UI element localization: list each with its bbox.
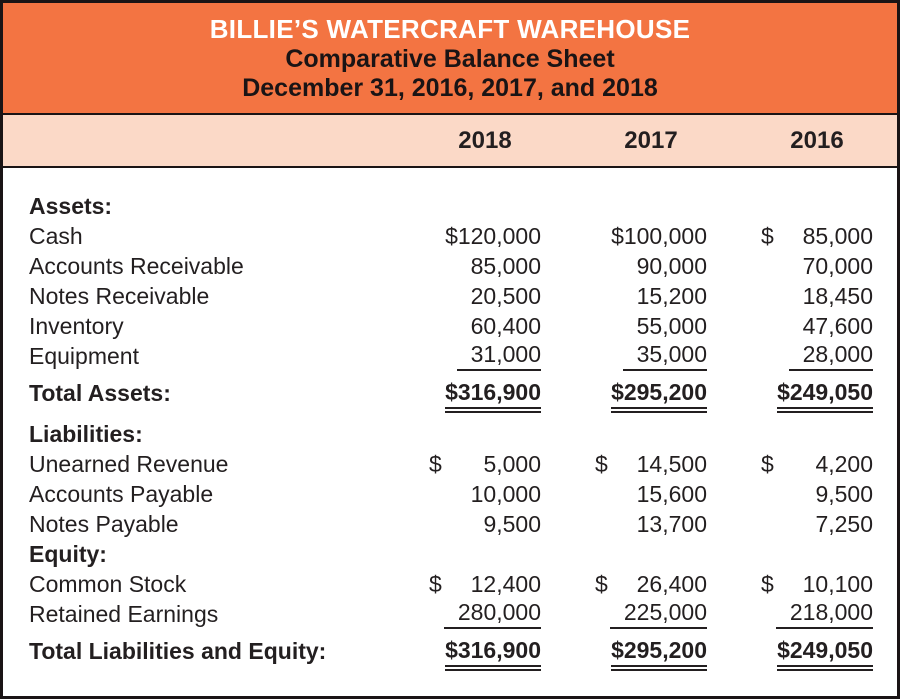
row-label: Accounts Receivable: [29, 252, 244, 279]
amount-value: $316,900: [445, 637, 541, 667]
row-label: Liabilities:: [29, 420, 143, 447]
amount-value: $249,050: [777, 637, 873, 667]
table-row: [3, 311, 897, 341]
amount-cell-2016: [761, 481, 873, 508]
amount-value: 26,400: [636, 570, 707, 597]
amount-value: 9,500: [815, 480, 873, 507]
row-label: Unearned Revenue: [29, 450, 229, 477]
row-label: Assets:: [29, 192, 113, 219]
amount-value: 14,500: [636, 450, 707, 477]
report-date-range: December 31, 2016, 2017, and 2018: [242, 74, 658, 102]
year-column-2018: 2018: [458, 126, 512, 154]
dollar-sign: $: [595, 570, 608, 597]
table-row: [3, 509, 897, 539]
row-label: Notes Payable: [29, 510, 179, 537]
amount-cell-2018: [429, 637, 541, 667]
amount-value: 218,000: [776, 599, 873, 629]
table-row: [3, 376, 897, 411]
amount-cell-2018: [429, 379, 541, 409]
amount-cell-2017: [595, 511, 707, 538]
amount-value: 31,000: [457, 341, 541, 371]
row-label: Cash: [29, 222, 83, 249]
amount-cell-2016: [761, 599, 873, 629]
amount-cell-2018: [429, 283, 541, 310]
year-column-2017: 2017: [624, 126, 678, 154]
amount-value: 55,000: [636, 312, 707, 339]
amount-cell-2017: [595, 313, 707, 340]
dollar-sign: $: [595, 450, 608, 477]
amount-value: $316,900: [445, 379, 541, 409]
row-label: Total Liabilities and Equity:: [29, 638, 327, 664]
amount-value: 7,250: [815, 510, 873, 537]
amount-cell-2016: [761, 637, 873, 667]
amount-value: 225,000: [610, 599, 707, 629]
amount-cell-2018: [429, 451, 541, 478]
amount-cell-2017: [595, 223, 707, 250]
company-name: BILLIE’S WATERCRAFT WAREHOUSE: [209, 14, 691, 44]
amount-cell-2018: [429, 599, 541, 629]
amount-value: 47,600: [802, 312, 873, 339]
dollar-sign: $: [761, 570, 774, 597]
row-label: Equity:: [29, 540, 107, 567]
table-row: [3, 569, 897, 599]
table-row: [3, 634, 897, 669]
amount-cell-2018: [429, 253, 541, 280]
row-label: Common Stock: [29, 570, 187, 597]
amount-value: 13,700: [636, 510, 707, 537]
amount-cell-2017: [595, 571, 707, 598]
amount-cell-2018: [429, 481, 541, 508]
table-row: [3, 191, 897, 221]
amount-value: 18,450: [802, 282, 873, 309]
amount-cell-2016: [761, 341, 873, 371]
amount-cell-2016: [761, 253, 873, 280]
amount-value: 10,000: [470, 480, 541, 507]
table-row: [3, 221, 897, 251]
amount-cell-2017: [595, 283, 707, 310]
table-row: [3, 449, 897, 479]
amount-cell-2016: [761, 313, 873, 340]
amount-cell-2016: [761, 223, 873, 250]
dollar-sign: $: [761, 450, 774, 477]
amount-value: $100,000: [611, 222, 707, 249]
amount-cell-2017: [595, 637, 707, 667]
amount-cell-2018: [429, 571, 541, 598]
amount-value: $120,000: [445, 222, 541, 249]
report-title: Comparative Balance Sheet: [285, 45, 615, 73]
amount-value: 85,000: [470, 252, 541, 279]
amount-cell-2016: [761, 379, 873, 409]
year-column-2016: 2016: [790, 126, 844, 154]
row-label: Inventory: [29, 312, 124, 339]
amount-cell-2016: [761, 511, 873, 538]
amount-cell-2016: [761, 283, 873, 310]
table-row: [3, 539, 897, 569]
amount-value: 12,400: [470, 570, 541, 597]
amount-value: $295,200: [611, 637, 707, 667]
amount-value: 70,000: [802, 252, 873, 279]
table-row: [3, 479, 897, 509]
amount-value: 15,600: [636, 480, 707, 507]
amount-cell-2016: [761, 571, 873, 598]
amount-cell-2016: [761, 451, 873, 478]
amount-value: 85,000: [802, 222, 873, 249]
title-band: [3, 3, 897, 115]
amount-cell-2018: [429, 313, 541, 340]
table-row: [3, 251, 897, 281]
amount-value: 20,500: [470, 282, 541, 309]
amount-value: 90,000: [636, 252, 707, 279]
amount-cell-2017: [595, 599, 707, 629]
amount-cell-2017: [595, 451, 707, 478]
amount-cell-2017: [595, 253, 707, 280]
amount-value: $249,050: [777, 379, 873, 409]
table-row: [3, 419, 897, 449]
amount-value: 5,000: [483, 450, 541, 477]
amount-value: 28,000: [789, 341, 873, 371]
balance-sheet-body: [3, 168, 897, 669]
amount-value: 9,500: [483, 510, 541, 537]
amount-cell-2017: [595, 379, 707, 409]
amount-cell-2017: [595, 341, 707, 371]
row-label: Retained Earnings: [29, 600, 219, 627]
row-label: Accounts Payable: [29, 480, 214, 507]
year-header-row: [3, 115, 897, 168]
dollar-sign: $: [429, 570, 442, 597]
table-row: [3, 341, 897, 371]
row-label: Total Assets:: [29, 380, 171, 406]
amount-cell-2018: [429, 341, 541, 371]
amount-cell-2017: [595, 481, 707, 508]
amount-value: 15,200: [636, 282, 707, 309]
amount-value: 4,200: [815, 450, 873, 477]
amount-value: 280,000: [444, 599, 541, 629]
table-row: [3, 281, 897, 311]
row-label: Equipment: [29, 342, 139, 369]
table-row: [3, 599, 897, 629]
dollar-sign: $: [761, 222, 774, 249]
amount-value: 10,100: [802, 570, 873, 597]
row-label: Notes Receivable: [29, 282, 210, 309]
dollar-sign: $: [429, 450, 442, 477]
amount-cell-2018: [429, 223, 541, 250]
amount-value: 35,000: [623, 341, 707, 371]
amount-value: 60,400: [470, 312, 541, 339]
amount-cell-2018: [429, 511, 541, 538]
amount-value: $295,200: [611, 379, 707, 409]
